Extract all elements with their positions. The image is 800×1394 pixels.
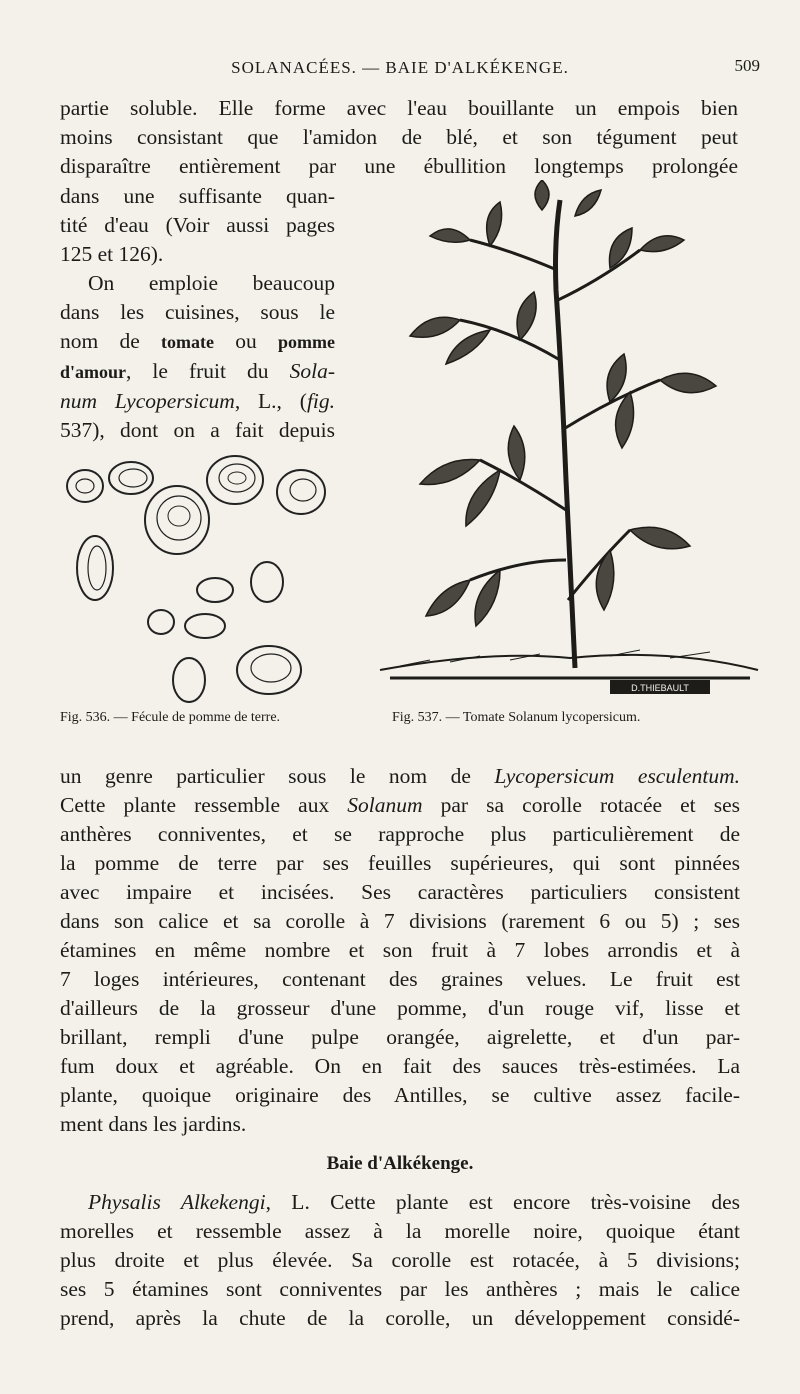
text-line: plante, quoique originaire des Antilles, se cultive assez facile- xyxy=(60,1083,740,1107)
starch-grain xyxy=(173,658,205,702)
text-line: 7 loges intérieures, contenant des graines velues. Le fruit est xyxy=(60,967,740,991)
leaf xyxy=(616,392,634,448)
text-line: dans les cuisines, sous le xyxy=(60,300,335,324)
engraver-signature: D.THIEBAULT xyxy=(631,683,689,693)
text-line: morelles et ressemble assez à la morelle noire, quoique étant xyxy=(60,1219,740,1243)
tomato-paragraph xyxy=(60,762,740,1139)
text-line: fum doux et agréable. On en fait des sauces très-estimées. La xyxy=(60,1054,740,1078)
leaf xyxy=(466,470,500,526)
text-run: Cette plante ressemble aux xyxy=(60,793,348,817)
leaf xyxy=(630,527,690,549)
leaf xyxy=(660,373,716,392)
starch-grain xyxy=(67,470,103,502)
starch-grain-core xyxy=(251,654,291,682)
text-line xyxy=(60,387,335,416)
text-line: On emploie beaucoup xyxy=(88,271,335,295)
leaf xyxy=(575,190,601,216)
text-line: ses 5 étamines sont conniventes par les anthères ; mais le calice xyxy=(60,1277,740,1301)
starch-grain-core xyxy=(119,469,147,487)
text-run: ou xyxy=(214,329,278,353)
leaf xyxy=(420,460,480,485)
text-line: dans son calice et sa corolle à 7 divisions (rarement 6 ou 5) ; ses xyxy=(60,909,740,933)
genus-name: Solanum xyxy=(347,793,423,817)
leaf xyxy=(487,202,502,246)
leaf xyxy=(475,570,500,626)
starch-grain xyxy=(251,562,283,602)
page-number: 509 xyxy=(734,56,760,75)
text-line: disparaître entièrement par une ébullition longtemps prolongée xyxy=(60,154,738,178)
text-line: étamines en même nombre et son fruit à 7 lobes arrondis et à xyxy=(60,938,740,962)
text-run: Sola- xyxy=(289,359,335,383)
starch-grain-core xyxy=(157,496,201,540)
term-pomme: pomme xyxy=(278,332,335,352)
text-line xyxy=(60,327,335,357)
species-name: num Lycopersicum xyxy=(60,389,235,413)
text-line xyxy=(60,1188,740,1217)
plant-branch xyxy=(558,250,640,300)
text-line: anthères conniventes, et se rapproche plus particulièrement de xyxy=(60,822,740,846)
section-heading: Baie d'Alkékenge. xyxy=(326,1153,474,1174)
leaf xyxy=(535,180,549,210)
text-line: dans une suffisante quan- xyxy=(60,184,335,208)
leaf xyxy=(426,580,470,616)
leaf xyxy=(517,292,536,340)
ground-line xyxy=(380,655,758,670)
text-line xyxy=(60,791,740,820)
text-line xyxy=(60,357,335,387)
running-head: SOLANACÉES. — BAIE D'ALKÉKENGE. xyxy=(231,58,569,77)
plant-branch xyxy=(470,240,557,270)
starch-grain-core xyxy=(76,479,94,493)
text-line: plus droite et plus élevée. Sa corolle est rotacée, à 5 divisions; xyxy=(60,1248,740,1272)
starch-grain-core xyxy=(168,506,190,526)
text-line: tité d'eau (Voir aussi pages xyxy=(60,213,335,237)
text-line: brillant, rempli d'une pulpe orangée, aigrelette, et d'un par- xyxy=(60,1025,740,1049)
text-line: partie soluble. Elle forme avec l'eau bouillante un empois bien xyxy=(60,96,738,120)
text-run: , le fruit du xyxy=(126,359,290,383)
leaf xyxy=(446,330,490,364)
text-line: prend, après la chute de la corolle, un développement considé- xyxy=(60,1306,740,1330)
starch-grain xyxy=(197,578,233,602)
tomato-plant-illustration xyxy=(370,180,760,705)
top-paragraph xyxy=(60,94,738,181)
leaf xyxy=(508,426,525,480)
text-run: par sa corolle rotacée et ses xyxy=(422,793,741,817)
text-line: ment dans les jardins. xyxy=(60,1112,247,1136)
leaf xyxy=(410,317,460,337)
text-line: 125 et 126). xyxy=(60,242,164,266)
text-line: moins consistant que l'amidon de blé, et son tégument peut xyxy=(60,125,738,149)
starch-grain-core xyxy=(290,479,316,501)
leaf xyxy=(596,550,614,610)
text-run: fig. xyxy=(306,389,336,413)
starch-grain xyxy=(185,614,225,638)
starch-grain xyxy=(77,536,113,600)
text-line: 537), dont on a fait depuis xyxy=(60,418,335,442)
starch-grain-core xyxy=(88,546,106,590)
leaf xyxy=(640,236,684,252)
text-line xyxy=(60,762,740,791)
left-column-text xyxy=(60,182,335,445)
starch-grain xyxy=(148,610,174,634)
fig537-caption: Fig. 537. — Tomate Solanum lycopersicum. xyxy=(392,710,641,725)
plant-branch xyxy=(470,560,566,580)
term-damour: d'amour xyxy=(60,362,127,382)
text-run: , L. Cette plante est encore très-voisine des xyxy=(265,1190,740,1214)
text-run: , L., ( xyxy=(234,389,307,413)
term-tomate: tomate xyxy=(161,332,214,352)
physalis-paragraph xyxy=(60,1188,740,1333)
starch-grain-core xyxy=(219,464,255,492)
species-name: Lycopersicum esculentum. xyxy=(494,764,740,788)
starch-grain xyxy=(277,470,325,514)
text-line: d'ailleurs de la grosseur d'une pomme, d'un rouge vif, lisse et xyxy=(60,996,740,1020)
plant-stem xyxy=(556,200,576,668)
text-run: nom de xyxy=(60,329,162,353)
starch-grain-core xyxy=(228,472,246,484)
species-name: Physalis Alkekengi xyxy=(88,1190,266,1214)
text-run: un genre particulier sous le nom de xyxy=(60,764,495,788)
text-line: avec impaire et incisées. Ses caractères particuliers consistent xyxy=(60,880,740,904)
ground-hatching xyxy=(400,650,710,666)
fig536-caption: Fig. 536. — Fécule de pomme de terre. xyxy=(60,710,281,725)
leaf xyxy=(430,229,470,242)
potato-starch-illustration xyxy=(55,448,345,708)
text-line: la pomme de terre par ses feuilles supérieures, qui sont pinnées xyxy=(60,851,740,875)
